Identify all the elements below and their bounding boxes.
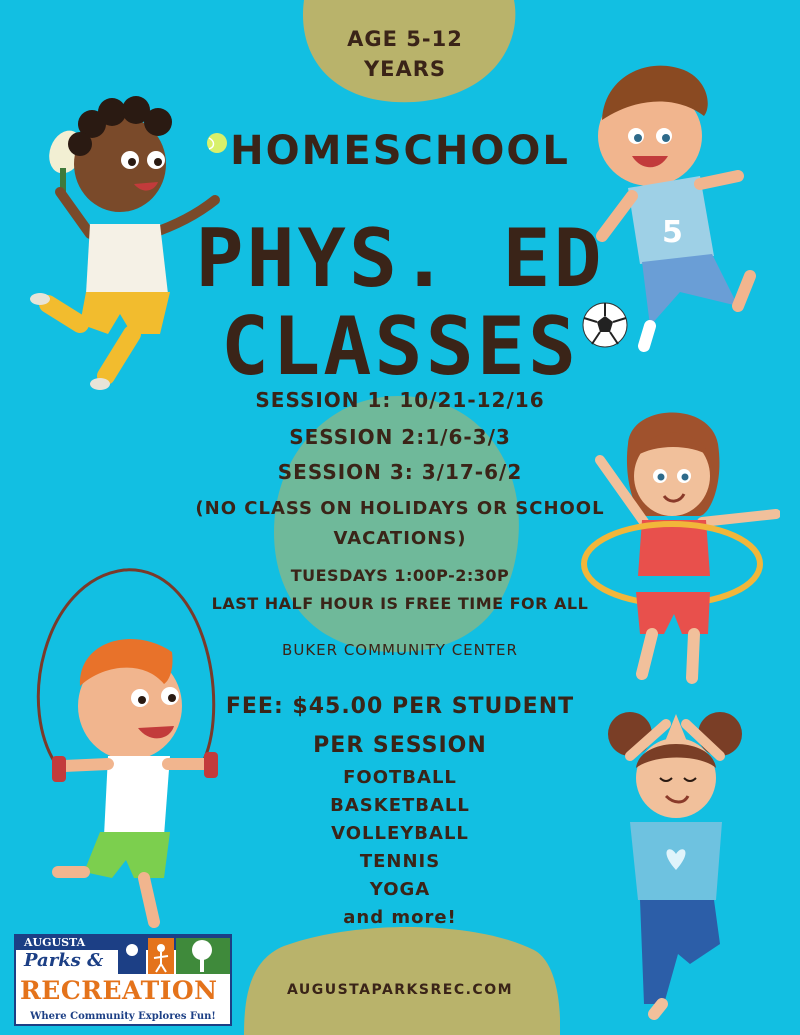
logo-scene-icon — [118, 938, 230, 976]
activity-item: YOGA — [369, 879, 431, 900]
website-link[interactable]: AUGUSTAPARKSREC.COM — [286, 982, 514, 998]
activity-item: TENNIS — [359, 851, 441, 872]
activity-item: FOOTBALL — [343, 767, 457, 788]
free-time-note: LAST HALF HOUR IS FREE TIME FOR ALL — [211, 594, 589, 613]
fee: FEE: $45.00 PER STUDENT — [225, 694, 575, 719]
age-line-2: YEARS — [363, 57, 447, 81]
title-line-1: PHYS. ED — [195, 212, 605, 305]
logo-parks-text: Parks & — [24, 950, 104, 971]
logo-augusta-text: AUGUSTA — [24, 936, 86, 949]
holiday-note: (NO CLASS ON HOLIDAYS OR SCHOOL VACATIONS) — [195, 498, 605, 549]
session-3: SESSION 3: 3/17-6/2 — [277, 460, 523, 484]
schedule: TUESDAYS 1:00P-2:30P — [290, 566, 510, 585]
subtitle: HOMESCHOOL — [230, 128, 570, 174]
title-line-2: CLASSES — [220, 300, 580, 393]
logo-recreation-text: RECREATION — [20, 976, 218, 1005]
bottom-olive-blob — [244, 926, 560, 1035]
augusta-parks-recreation-logo — [14, 934, 232, 1026]
per-session: PER SESSION — [313, 733, 487, 758]
session-2: SESSION 2:1/6-3/3 — [289, 425, 511, 449]
age-badge — [300, 24, 510, 84]
session-1: SESSION 1: 10/21-12/16 — [255, 388, 545, 412]
location: BUKER COMMUNITY CENTER — [282, 641, 518, 659]
activity-item: VOLLEYBALL — [331, 823, 469, 844]
age-line-1: AGE 5-12 — [347, 27, 463, 51]
svg-text:5: 5 — [662, 215, 683, 250]
girl-yoga-illustration — [590, 704, 770, 1024]
logo-tagline: Where Community Explores Fun! — [30, 1011, 216, 1022]
activity-item: and more! — [343, 907, 457, 928]
activity-item: BASKETBALL — [330, 795, 470, 816]
